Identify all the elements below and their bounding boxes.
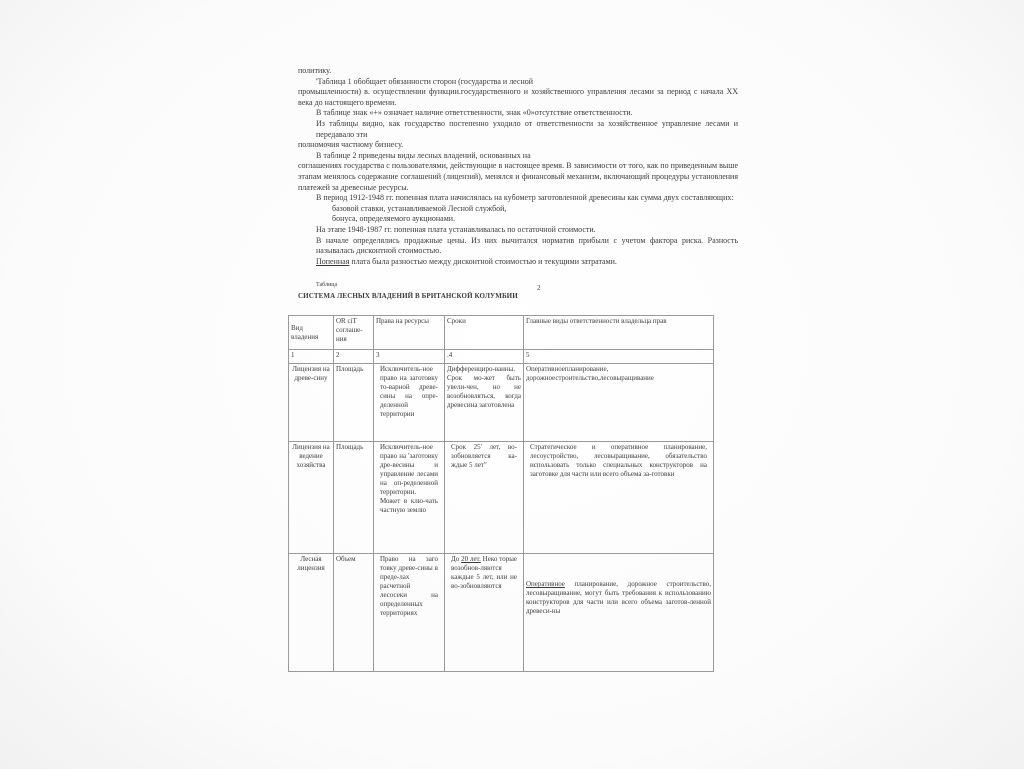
term-underlined: 20 лет. (461, 555, 481, 563)
document-text (298, 66, 738, 267)
column-number: 5 (524, 350, 714, 364)
underlined-word: Попенная (316, 256, 350, 266)
tenure-duties (524, 554, 714, 672)
tenure-basis: Площадь (334, 442, 374, 554)
term-rest: Неко торые возобнов-ляются каждые 5 лет, или не во-зобновляются (451, 555, 517, 590)
paragraph: промышленности) в. осуществлении функции.государственного и хозяйственного управления лесами за период с начала XX века до настоящего времени. (298, 87, 738, 107)
tenure-type: Лицензия на древе-сину (289, 364, 334, 442)
table-number: 2 (537, 284, 541, 292)
column-number: 2 (334, 350, 374, 364)
paragraph: Из таблицы видно, как государство постепенно уходило от ответственности за хозяйственное управление лесами и передавало эти (316, 118, 738, 139)
table-row (289, 364, 714, 442)
table-caption: Таблица (316, 282, 338, 288)
column-number: 1 (289, 350, 334, 364)
tenure-term: Дифференциро-ванны. Срок мо-жет быть увели-чен, но не возобновляться, когда древесина заготовлена (445, 364, 524, 442)
tenure-basis: Объем (334, 554, 374, 672)
term-prefix: До (451, 555, 462, 563)
paragraph: В период 1912-1948 гг. попенная плата начислялась на кубометр заготовленной древесины как сумма двух составляющих: (316, 193, 734, 203)
tenure-term (445, 554, 524, 672)
table-title: СИСТЕМА ЛЕСНЫХ ВЛАДЕНИЙ В БРИТАНСКОЙ КОЛУМБИИ (298, 292, 518, 300)
tenure-duties: Оперативноепланирование, дорожноестроительство,лесовыращивание (524, 364, 714, 442)
table-row (289, 442, 714, 554)
column-number: 3 (374, 350, 445, 364)
paragraph: В таблице знак «+» означает наличие ответственности, знак «0»отсутствие ответственности. (316, 108, 633, 118)
paragraph: базовой ставки, устанавливаемой Лесной службой, (332, 203, 507, 213)
table-header-row (289, 316, 714, 350)
header-cell: OR ciT соглаше-ния (334, 316, 374, 350)
table-row (289, 554, 714, 672)
paragraph: соглашениях государства с пользователями, действующие в настоящее время. В зависимости от того, как по приведенным выше этапам менялось содержание соглашений (лицензий), менялся и финансовый механизм, включающий процедуры установления платежей за древесные ресурсы. (298, 161, 738, 192)
tenure-basis: Площадь (334, 364, 374, 442)
paragraph: В таблице 2 приведены виды лесных владений, основанных на (316, 150, 531, 160)
paragraph: политику. (298, 66, 332, 75)
header-cell: Главные виды ответственности владельца прав (524, 316, 714, 350)
header-cell: Вид владения (289, 316, 334, 350)
paragraph: бонуса, определяемого аукционами. (332, 214, 456, 224)
column-number-row (289, 350, 714, 364)
paragraph: полномочия частному бизнесу. (298, 140, 404, 150)
tenure-rights: Право на заго товку древе-сины в преде-лах расчетной лесосеки на определенных территориях (374, 554, 445, 672)
duties-underlined: Оперативное (526, 580, 565, 588)
tenure-duties: Стратегическое и оперативное планирование, лесоустройство, лесовыращивание, обязательство использовать только специальных конструкторов на заготовке для части или всего объема за-готовки (524, 442, 714, 554)
duties-rest: планирование, дорожное строительство, лесовыращивание, могут быть требования к использованию конструкторов для части или всего объема заготов-ленной древеси-ны (526, 580, 711, 615)
tenure-table (288, 315, 714, 672)
tenure-rights: Исключитель-ное право на 'заготовку дре-весины и управление лесами на оп-ределенной территории. Может в клю-чать частную землю (374, 442, 445, 554)
tenure-rights: Исключитель-ное право на заготовку то-варной древе-сины на опре-деленной территории (374, 364, 445, 442)
paragraph (298, 257, 738, 268)
tenure-type: Лицензия на ведение хозяйства (289, 442, 334, 554)
header-cell: Сроки (445, 316, 524, 350)
tenure-type: Лесная лицензия (289, 554, 334, 672)
paragraph: В начале определялись продажные цены. Из них вычитался норматив прибыли с учетом фактора риска. Разность называлась дисконтной стоимостью. (316, 235, 738, 256)
paragraph: На этапе 1948-1987 гг. попенная плата устанавливалась по остаточной стоимости. (316, 224, 596, 234)
paragraph-rest: плата была разностью между дисконтной стоимостью и текущими затратами. (349, 256, 617, 266)
paragraph: 'Таблица 1 обобщает обязанности сторон (государства и лесной (316, 76, 534, 86)
tenure-term: Срок 25' лет, во-зобновляется ка-ждые 5 лет" (445, 442, 524, 554)
column-number: .4 (445, 350, 524, 364)
header-cell: Права на ресурсы (374, 316, 445, 350)
